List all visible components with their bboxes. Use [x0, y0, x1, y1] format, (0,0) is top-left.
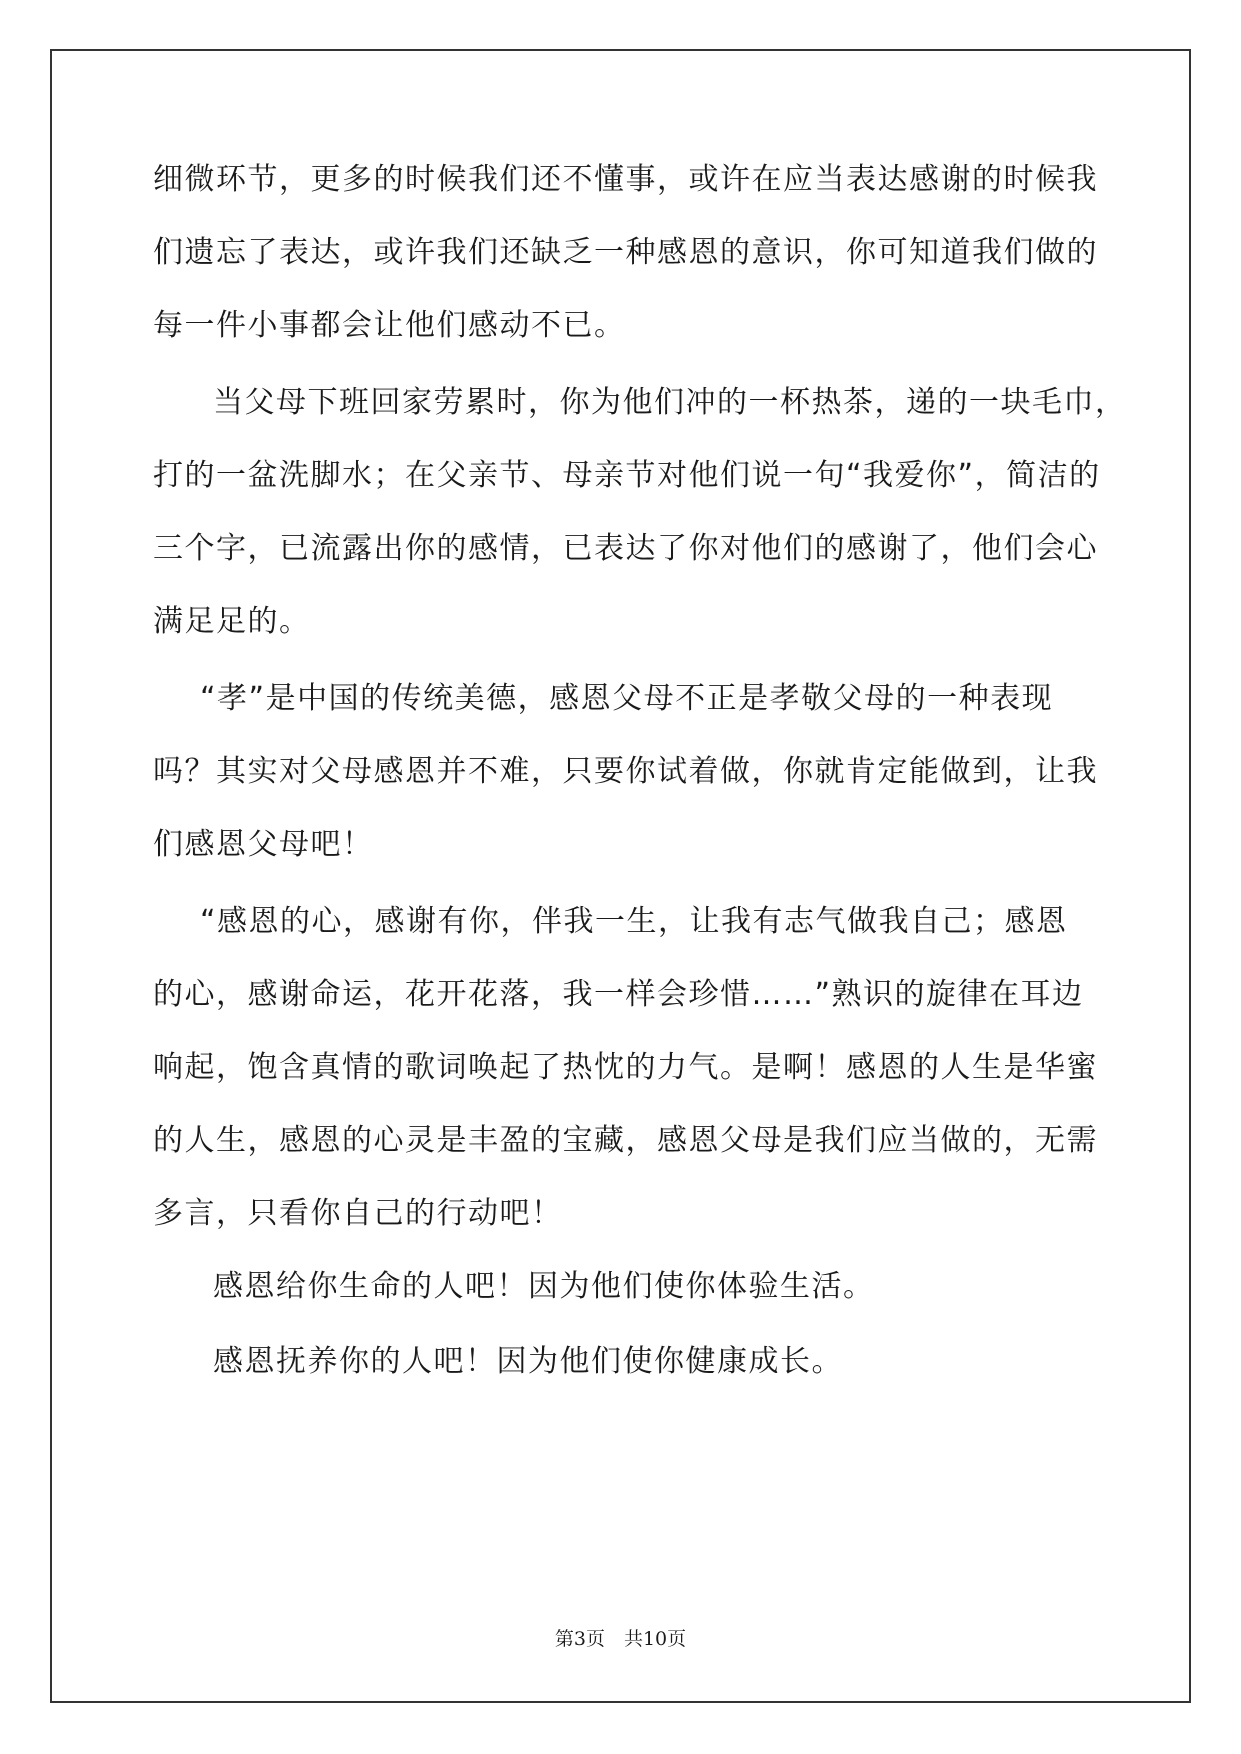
text-line: 们遗忘了表达，或许我们还缺乏一种感恩的意识，你可知道我们做的 — [153, 235, 1098, 270]
text-line: 细微环节，更多的时候我们还不懂事，或许在应当表达感谢的时候我 — [153, 162, 1098, 197]
text-line: 打的一盆洗脚水；在父亲节、母亲节对他们说一句“我爱你”，简洁的 — [153, 458, 1101, 493]
paragraph-first-line: 感恩给你生命的人吧！因为他们使你体验生活。 — [213, 1269, 875, 1304]
page-border — [50, 49, 1191, 1703]
text-line: 响起，饱含真情的歌词唤起了热忱的力气。是啊！感恩的人生是华蜜 — [153, 1050, 1098, 1085]
text-line: 的心，感谢命运，花开花落，我一样会珍惜……”熟识的旋律在耳边 — [153, 977, 1084, 1012]
page-number-footer: 第3页 共10页 — [554, 1628, 687, 1650]
text-line: 每一件小事都会让他们感动不已。 — [153, 308, 626, 343]
paragraph-first-line: 当父母下班回家劳累时，你为他们冲的一杯热茶，递的一块毛巾， — [213, 385, 1127, 420]
text-line: 满足足的。 — [153, 604, 311, 639]
text-line: 们感恩父母吧！ — [153, 827, 374, 862]
text-line: 多言，只看你自己的行动吧！ — [153, 1196, 563, 1231]
paragraph-first-line: “感恩的心，感谢有你，伴我一生，让我有志气做我自己；感恩 — [200, 904, 1068, 939]
paragraph-first-line: “孝”是中国的传统美德，感恩父母不正是孝敬父母的一种表现 — [200, 681, 1054, 716]
text-line: 的人生，感恩的心灵是丰盈的宝藏，感恩父母是我们应当做的，无需 — [153, 1123, 1098, 1158]
paragraph-first-line: 感恩抚养你的人吧！因为他们使你健康成长。 — [213, 1344, 843, 1379]
text-line: 三个字，已流露出你的感情，已表达了你对他们的感谢了，他们会心 — [153, 531, 1098, 566]
text-line: 吗？其实对父母感恩并不难，只要你试着做，你就肯定能做到，让我 — [153, 754, 1098, 789]
